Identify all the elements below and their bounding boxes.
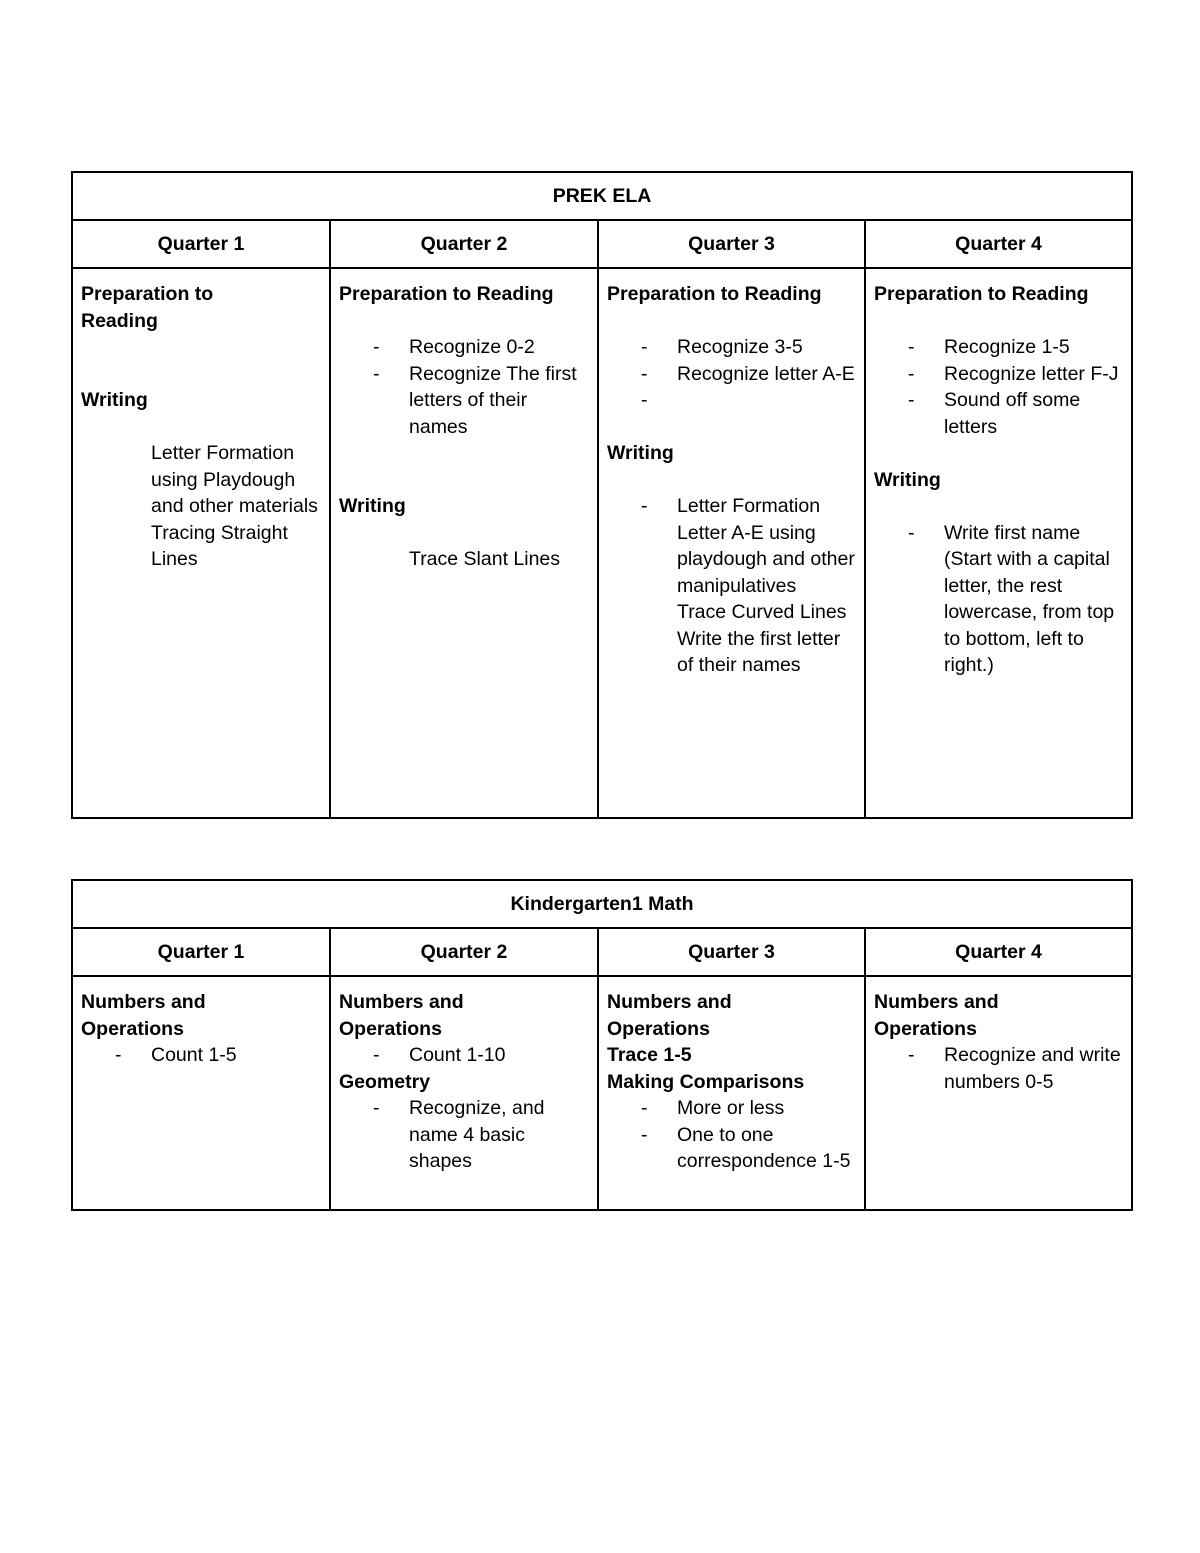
section-heading: Making Comparisons <box>607 1070 805 1093</box>
ela-quarter-4-header: Quarter 4 <box>865 220 1132 268</box>
bullet-dash: - <box>373 362 380 385</box>
section-heading: Writing <box>874 468 941 491</box>
list-item: Trace Slant Lines <box>409 548 561 570</box>
list-item <box>81 1042 321 1069</box>
list-item-text: Recognize, and name 4 basic shapes <box>409 1097 545 1172</box>
list-item-text: Recognize letter F-J <box>944 362 1119 385</box>
ela-table-title: PREK ELA <box>72 172 1132 220</box>
section-heading: Geometry <box>339 1070 431 1093</box>
list-item-text: Letter Formation Letter A-E using playdough and other manipulatives <box>677 495 855 597</box>
list-item <box>339 334 589 361</box>
list-item-text: One to one correspondence 1-5 <box>677 1123 851 1172</box>
list-item <box>607 1122 856 1175</box>
math-quarter-2-header: Quarter 2 <box>330 928 598 976</box>
list-item <box>874 520 1123 679</box>
list-item <box>874 1042 1123 1095</box>
bullet-dash: - <box>908 362 915 385</box>
ela-quarter-1-content <box>72 268 330 818</box>
section-heading: Numbers and Operations <box>339 991 464 1040</box>
section-heading: Writing <box>81 389 148 411</box>
bullet-dash: - <box>641 1097 648 1119</box>
list-item-text: Count 1-5 <box>151 1044 237 1066</box>
bullet-dash: - <box>908 389 915 411</box>
bullet-dash: - <box>115 1044 122 1066</box>
math-table-title: Kindergarten1 Math <box>72 880 1132 928</box>
math-quarter-3-header: Quarter 3 <box>598 928 865 976</box>
bullet-dash: - <box>373 1044 380 1066</box>
math-quarter-4-content <box>865 976 1132 1210</box>
ela-quarter-2-header: Quarter 2 <box>330 220 598 268</box>
bullet-dash: - <box>908 1044 915 1066</box>
bullet-dash: - <box>373 336 380 358</box>
bullet-dash: - <box>641 495 648 517</box>
list-item-text: Recognize 3-5 <box>677 336 803 358</box>
ela-quarter-1-header: Quarter 1 <box>72 220 330 268</box>
section-heading: Writing <box>339 495 406 517</box>
bullet-dash: - <box>641 362 648 385</box>
list-item <box>607 387 856 414</box>
kindergarten-math-table <box>71 879 1133 1211</box>
list-item <box>607 1095 856 1122</box>
ela-quarter-2-content <box>330 268 598 818</box>
section-heading: Writing <box>607 442 674 464</box>
list-item: Letter Formation using Playdough and other materials <box>151 442 318 517</box>
ela-quarter-3-content <box>598 268 865 818</box>
ela-quarter-4-content <box>865 268 1132 818</box>
section-heading: Numbers and Operations <box>607 991 732 1040</box>
list-item <box>874 387 1123 440</box>
list-item: Trace Curved Lines <box>677 601 847 623</box>
list-item-text: Count 1-10 <box>409 1044 506 1066</box>
section-heading: Numbers and Operations <box>81 991 206 1040</box>
list-item-text: More or less <box>677 1097 785 1119</box>
list-item-text: Recognize letter A-E <box>677 362 855 385</box>
list-item <box>607 334 856 361</box>
list-item-text: Write first name (Start with a capital letter, the rest lowercase, from top to bottom, left to right.) <box>944 521 1115 676</box>
math-quarter-3-content <box>598 976 865 1210</box>
list-item-text <box>677 387 856 414</box>
bullet-dash: - <box>908 521 915 544</box>
prek-ela-table <box>71 171 1133 819</box>
list-item-text: Sound off some letters <box>944 389 1081 438</box>
list-item: Tracing Straight Lines <box>151 521 288 570</box>
section-heading: Preparation to Reading <box>607 283 822 305</box>
bullet-dash: - <box>908 336 915 358</box>
math-quarter-4-header: Quarter 4 <box>865 928 1132 976</box>
ela-quarter-3-header: Quarter 3 <box>598 220 865 268</box>
section-heading: Trace 1-5 <box>607 1044 692 1066</box>
math-quarter-1-header: Quarter 1 <box>72 928 330 976</box>
list-item: Write the first letter of their names <box>677 627 841 676</box>
bullet-dash: - <box>641 336 648 358</box>
bullet-dash: - <box>373 1097 380 1119</box>
section-heading: Preparation to Reading <box>81 283 214 332</box>
math-quarter-1-content <box>72 976 330 1210</box>
list-item <box>874 361 1123 388</box>
list-item-text: Recognize 0-2 <box>409 336 535 358</box>
list-item-text: Recognize 1-5 <box>944 336 1070 358</box>
list-item <box>874 334 1123 361</box>
list-item <box>607 493 856 599</box>
math-quarter-2-content <box>330 976 598 1210</box>
list-item <box>607 361 856 388</box>
section-heading: Numbers and Operations <box>874 991 999 1040</box>
list-item <box>339 361 589 441</box>
list-item <box>339 1042 589 1069</box>
list-item-text: Recognize The first letters of their names <box>409 362 577 438</box>
bullet-dash: - <box>641 1123 648 1146</box>
section-heading: Preparation to Reading <box>339 283 554 305</box>
section-heading: Preparation to Reading <box>874 283 1089 305</box>
list-item-text: Recognize and write numbers 0-5 <box>944 1044 1121 1093</box>
list-item <box>339 1095 589 1175</box>
bullet-dash: - <box>641 389 648 411</box>
